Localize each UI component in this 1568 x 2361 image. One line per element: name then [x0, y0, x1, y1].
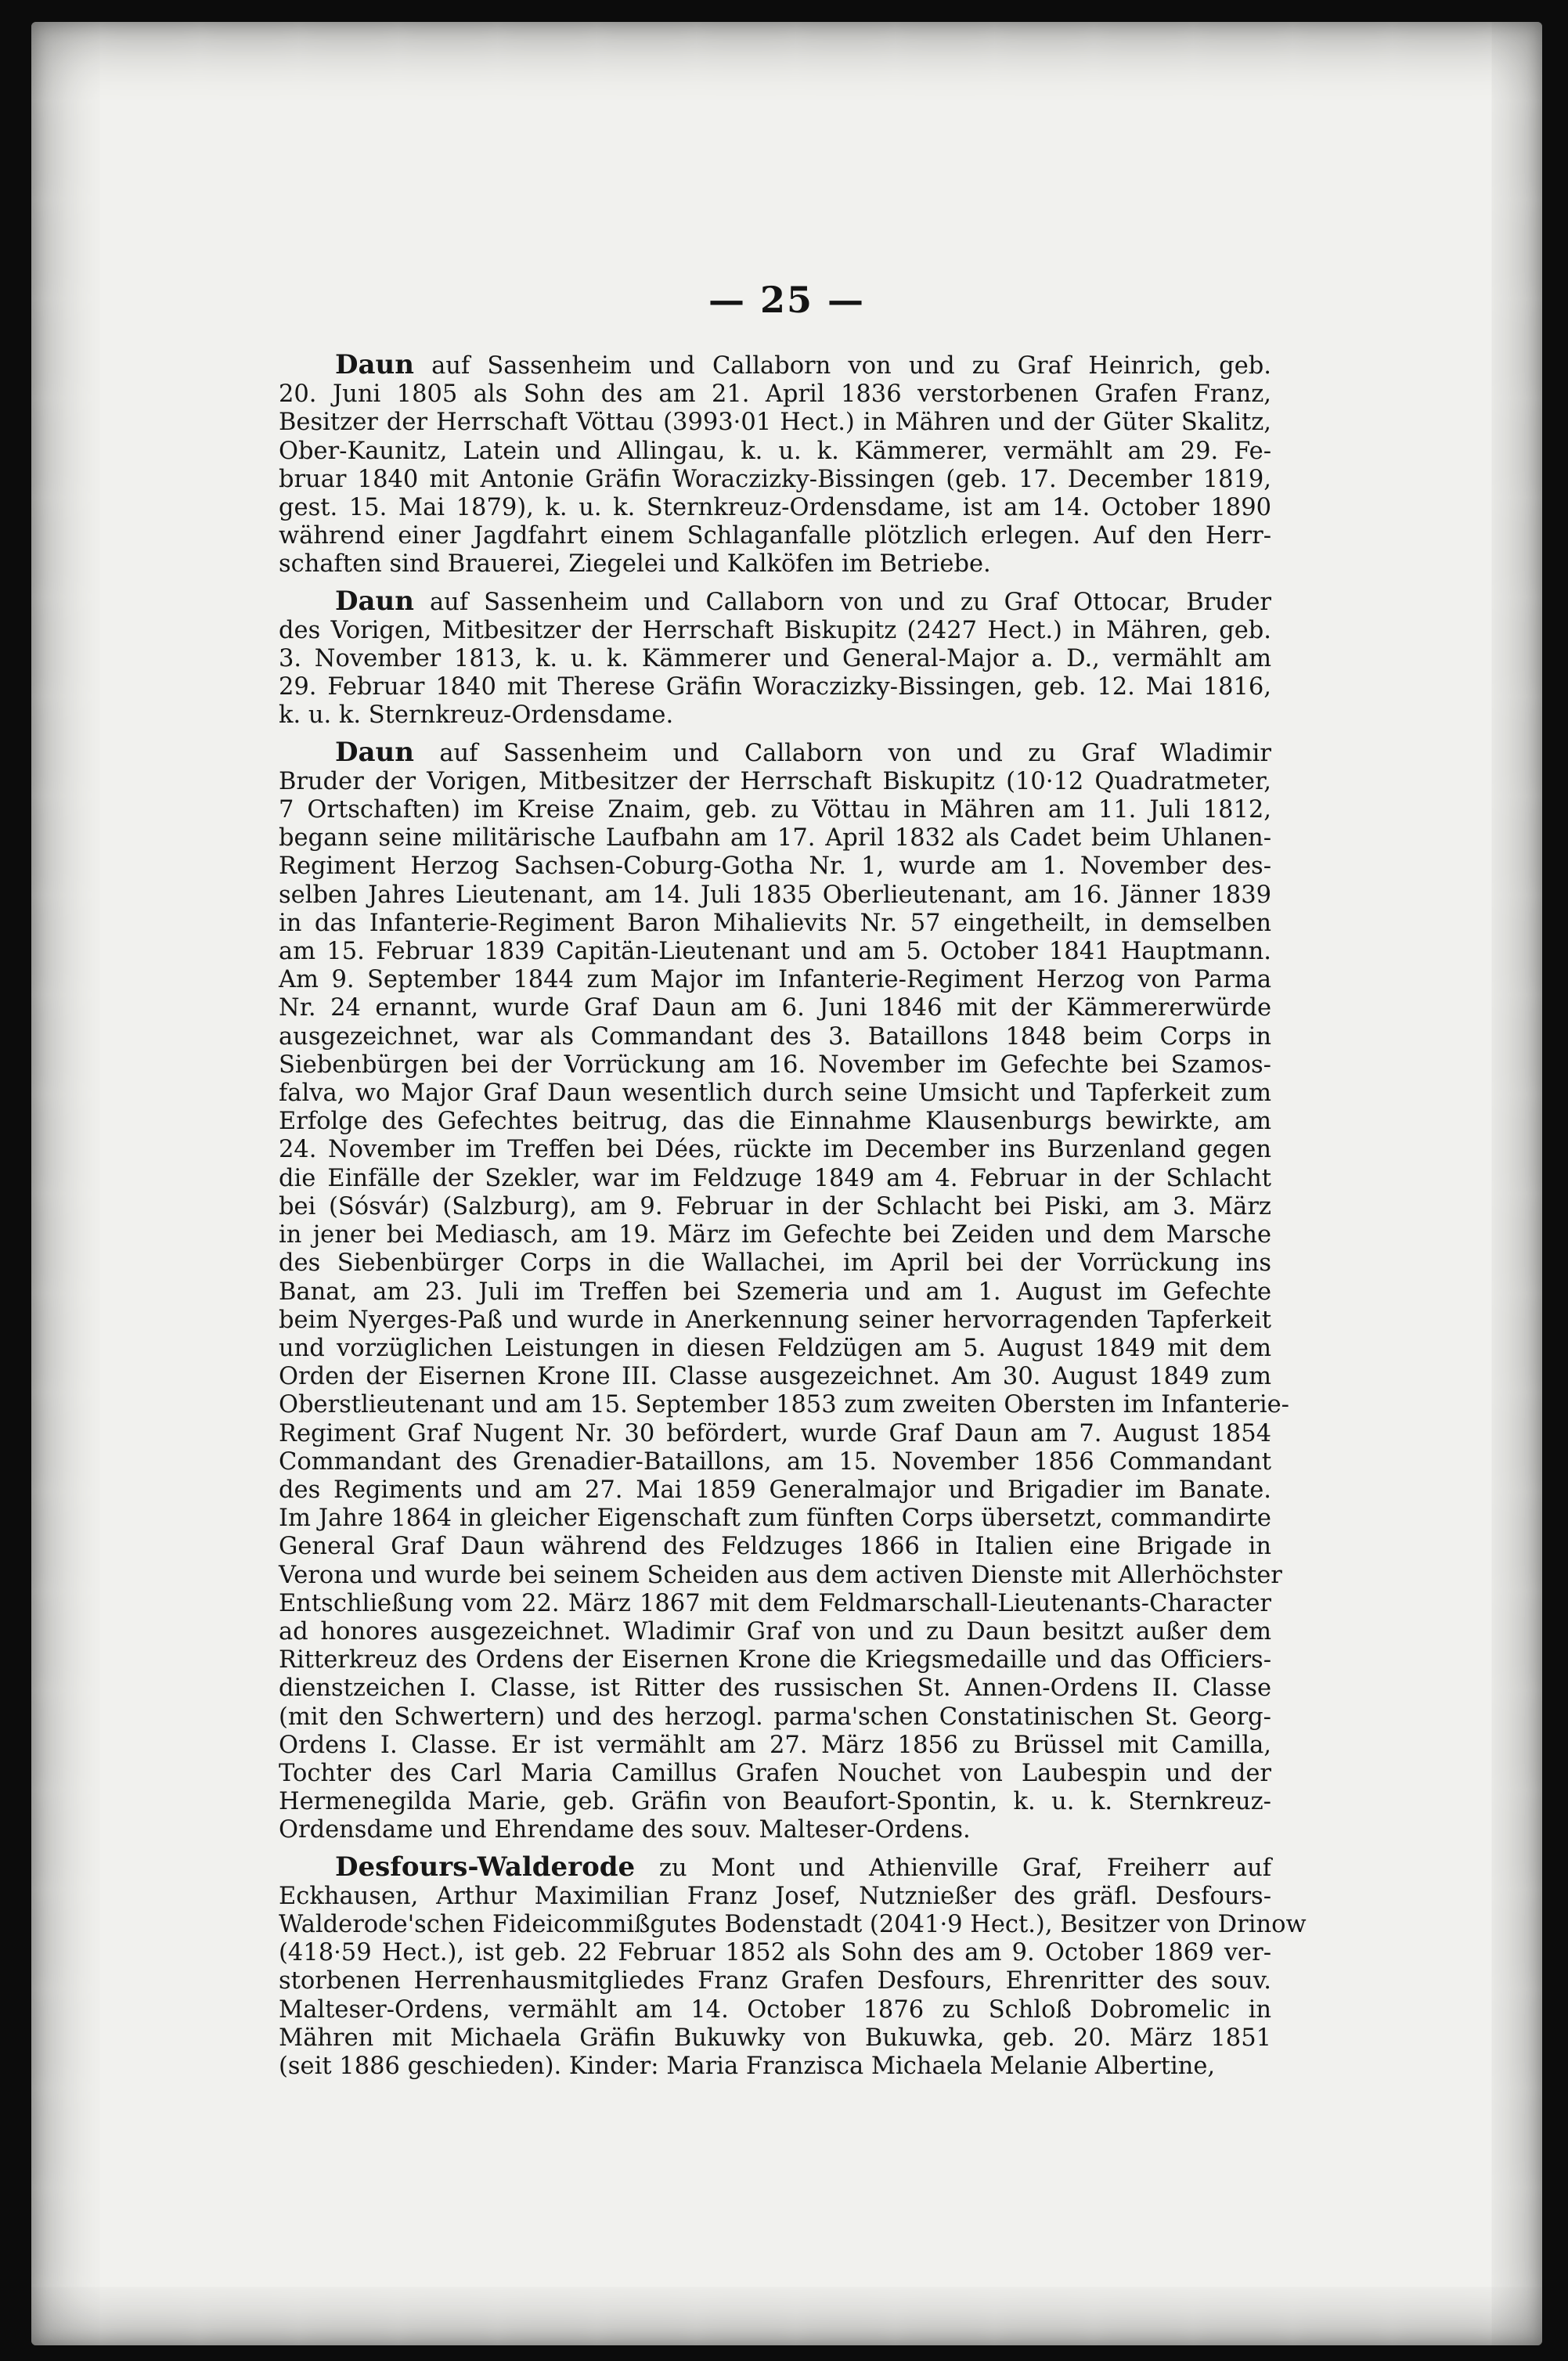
entry-line: (seit 1886 geschieden). Kinder: Maria Franzisca Michaela Melanie Albertine,: [279, 2052, 1216, 2080]
entry-line: des Regiments und am 27. Mai 1859 Generalmajor und Brigadier im Banate.: [279, 1476, 1271, 1504]
entry-line: ausgezeichnet, war als Commandant des 3. Bataillons 1848 beim Corps in: [279, 1022, 1271, 1051]
entry-headword: Desfours-Walderode: [335, 1851, 636, 1883]
entry-line: Ordensdame und Ehrendame des souv. Malteser-Ordens.: [279, 1816, 971, 1844]
entry-daun-heinrich: [279, 351, 1271, 579]
entry-line: selben Jahres Lieutenant, am 14. Juli 1835 Oberlieutenant, am 16. Jänner 1839: [279, 881, 1271, 909]
entry-line: Verona und wurde bei seinem Scheiden aus dem activen Dienste mit Allerhöchster: [279, 1561, 1282, 1589]
entry-text: auf Sassenheim und Callaborn von und zu Graf Heinrich, geb.: [431, 352, 1271, 380]
entry-first-line: [279, 351, 1271, 380]
entry-line: in jener bei Mediasch, am 19. März im Gefechte bei Zeiden und dem Marsche: [279, 1221, 1271, 1249]
entry-line: Walderode'schen Fideicommißgutes Bodenstadt (2041·9 Hect.), Besitzer von Drinow: [279, 1910, 1307, 1938]
entry-line: dienstzeichen I. Classe, ist Ritter des russischen St. Annen-Ordens II. Classe: [279, 1674, 1271, 1703]
entry-line: Ritterkreuz des Ordens der Eisernen Krone die Kriegsmedaille und das Officiers-: [279, 1646, 1271, 1674]
entry-line: am 15. Februar 1839 Capitän-Lieutenant und am 5. October 1841 Hauptmann.: [279, 938, 1271, 966]
entry-headword: Daun: [335, 736, 414, 768]
entry-first-line: [279, 738, 1271, 768]
entry-line: 7 Ortschaften) im Kreise Znaim, geb. zu Vöttau in Mähren am 11. Juli 1812,: [279, 796, 1271, 824]
entry-daun-ottocar: [279, 587, 1271, 730]
entry-line: bei (Sósvár) (Salzburg), am 9. Februar in der Schlacht bei Piski, am 3. März: [279, 1192, 1271, 1220]
entry-line: Malteser-Ordens, vermählt am 14. October 1876 zu Schloß Dobromelic in: [279, 1995, 1271, 2024]
entry-line: Erfolge des Gefechtes beitrug, das die Einnahme Klausenburgs bewirkte, am: [279, 1108, 1271, 1136]
entry-line: Bruder der Vorigen, Mitbesitzer der Herrschaft Biskupitz (10·12 Quadratmeter,: [279, 767, 1271, 795]
entry-line: Am 9. September 1844 zum Major im Infanterie-Regiment Herzog von Parma: [279, 966, 1271, 994]
entry-line: die Einfälle der Szekler, war im Feldzuge 1849 am 4. Februar in der Schlacht: [279, 1164, 1271, 1192]
entry-text: auf Sassenheim und Callaborn von und zu Graf Ottocar, Bruder: [430, 588, 1271, 616]
entry-line: in das Infanterie-Regiment Baron Mihalievits Nr. 57 eingetheilt, in demselben: [279, 909, 1271, 937]
entry-text: auf Sassenheim und Callaborn von und zu Graf Wladimir: [439, 739, 1271, 767]
entry-text: zu Mont und Athienville Graf, Freiherr auf: [658, 1854, 1271, 1882]
entry-line: Tochter des Carl Maria Camillus Grafen Nouchet von Laubespin und der: [279, 1759, 1271, 1787]
entry-line: General Graf Daun während des Feldzuges 1866 in Italien eine Brigade in: [279, 1533, 1271, 1561]
entry-line: Mähren mit Michaela Gräfin Bukuwky von Bukuwka, geb. 20. März 1851: [279, 2024, 1271, 2052]
entry-line: beim Nyerges-Paß und wurde in Anerkennung seiner hervorragenden Tapferkeit: [279, 1306, 1271, 1334]
entry-line: Banat, am 23. Juli im Treffen bei Szemeria und am 1. August im Gefechte: [279, 1278, 1271, 1306]
entry-line: Hermenegilda Marie, geb. Gräfin von Beaufort-Spontin, k. u. k. Sternkreuz-: [279, 1788, 1271, 1816]
entry-line: (mit den Schwertern) und des herzogl. parma'schen Constatinischen St. Georg-: [279, 1703, 1271, 1731]
entry-line: 20. Juni 1805 als Sohn des am 21. April 1836 verstorbenen Grafen Franz,: [279, 380, 1271, 409]
entry-line: Regiment Graf Nugent Nr. 30 befördert, wurde Graf Daun am 7. August 1854: [279, 1419, 1271, 1447]
entry-line: ad honores ausgezeichnet. Wladimir Graf von und zu Daun besitzt außer dem: [279, 1617, 1271, 1645]
entry-line: Ordens I. Classe. Er ist vermählt am 27. März 1856 zu Brüssel mit Camilla,: [279, 1731, 1271, 1759]
entry-line: Nr. 24 ernannt, wurde Graf Daun am 6. Juni 1846 mit der Kämmererwürde: [279, 994, 1271, 1022]
entry-line: des Siebenbürger Corps in die Wallachei, im April bei der Vorrückung ins: [279, 1249, 1271, 1278]
entry-line: des Vorigen, Mitbesitzer der Herrschaft Biskupitz (2427 Hect.) in Mähren, geb.: [279, 616, 1271, 644]
entry-line: Besitzer der Herrschaft Vöttau (3993·01 Hect.) in Mähren und der Güter Skalitz,: [279, 409, 1271, 437]
entry-line: Ober-Kaunitz, Latein und Allingau, k. u. k. Kämmerer, vermählt am 29. Fe-: [279, 437, 1271, 465]
entry-line: 3. November 1813, k. u. k. Kämmerer und General-Major a. D., vermählt am: [279, 645, 1271, 673]
entry-line: Entschließung vom 22. März 1867 mit dem Feldmarschall-Lieutenants-Character: [279, 1589, 1271, 1617]
entry-line: k. u. k. Sternkreuz-Ordensdame.: [279, 701, 674, 730]
entry-line: Im Jahre 1864 in gleicher Eigenschaft zum fünften Corps übersetzt, commandirte: [279, 1505, 1271, 1533]
entry-line: schaften sind Brauerei, Ziegelei und Kalköfen im Betriebe.: [279, 550, 991, 579]
entry-line: Commandant des Grenadier-Bataillons, am 15. November 1856 Commandant: [279, 1447, 1271, 1476]
entry-line: Regiment Herzog Sachsen-Coburg-Gotha Nr. 1, wurde am 1. November des-: [279, 852, 1271, 881]
page-body: [279, 349, 1307, 2089]
entry-line: storbenen Herrenhausmitgliedes Franz Grafen Desfours, Ehrenritter des souv.: [279, 1967, 1271, 1995]
entry-line: (418·59 Hect.), ist geb. 22 Februar 1852 als Sohn des am 9. October 1869 ver-: [279, 1939, 1271, 1967]
entry-desfours-walderode: [279, 1851, 1307, 2082]
entry-line: Orden der Eisernen Krone III. Classe ausgezeichnet. Am 30. August 1849 zum: [279, 1363, 1271, 1391]
entry-line: und vorzüglichen Leistungen in diesen Feldzügen am 5. August 1849 mit dem: [279, 1334, 1271, 1362]
entry-line: 29. Februar 1840 mit Therese Gräfin Woraczizky-Bissingen, geb. 12. Mai 1816,: [279, 673, 1271, 701]
entry-line: bruar 1840 mit Antonie Gräfin Woraczizky-Bissingen (geb. 17. December 1819,: [279, 465, 1271, 493]
entry-daun-wladimir: [279, 736, 1289, 1845]
page-number: — 25 —: [708, 279, 866, 321]
entry-line: begann seine militärische Laufbahn am 17. April 1832 als Cadet beim Uhlanen-: [279, 824, 1271, 852]
entry-line: Eckhausen, Arthur Maximilian Franz Josef, Nutznießer des gräfl. Desfours-: [279, 1882, 1271, 1910]
entry-line: Siebenbürgen bei der Vorrückung am 16. November im Gefechte bei Szamos-: [279, 1051, 1271, 1079]
entry-line: 24. November im Treffen bei Dées, rückte im December ins Burzenland gegen: [279, 1136, 1271, 1164]
entry-headword: Daun: [335, 349, 414, 380]
scanned-page: [31, 22, 1542, 2345]
entry-headword: Daun: [335, 585, 414, 617]
entry-line: falva, wo Major Graf Daun wesentlich durch seine Umsicht und Tapferkeit zum: [279, 1080, 1271, 1108]
entry-first-line: [279, 587, 1271, 617]
entry-line: während einer Jagdfahrt einem Schlaganfalle plötzlich erlegen. Auf den Herr-: [279, 522, 1271, 550]
entry-line: gest. 15. Mai 1879), k. u. k. Sternkreuz-Ordensdame, ist am 14. October 1890: [279, 494, 1271, 522]
entry-first-line: [279, 1853, 1271, 1883]
entry-line: Oberstlieutenant und am 15. September 1853 zum zweiten Obersten im Infanterie-: [279, 1391, 1289, 1419]
